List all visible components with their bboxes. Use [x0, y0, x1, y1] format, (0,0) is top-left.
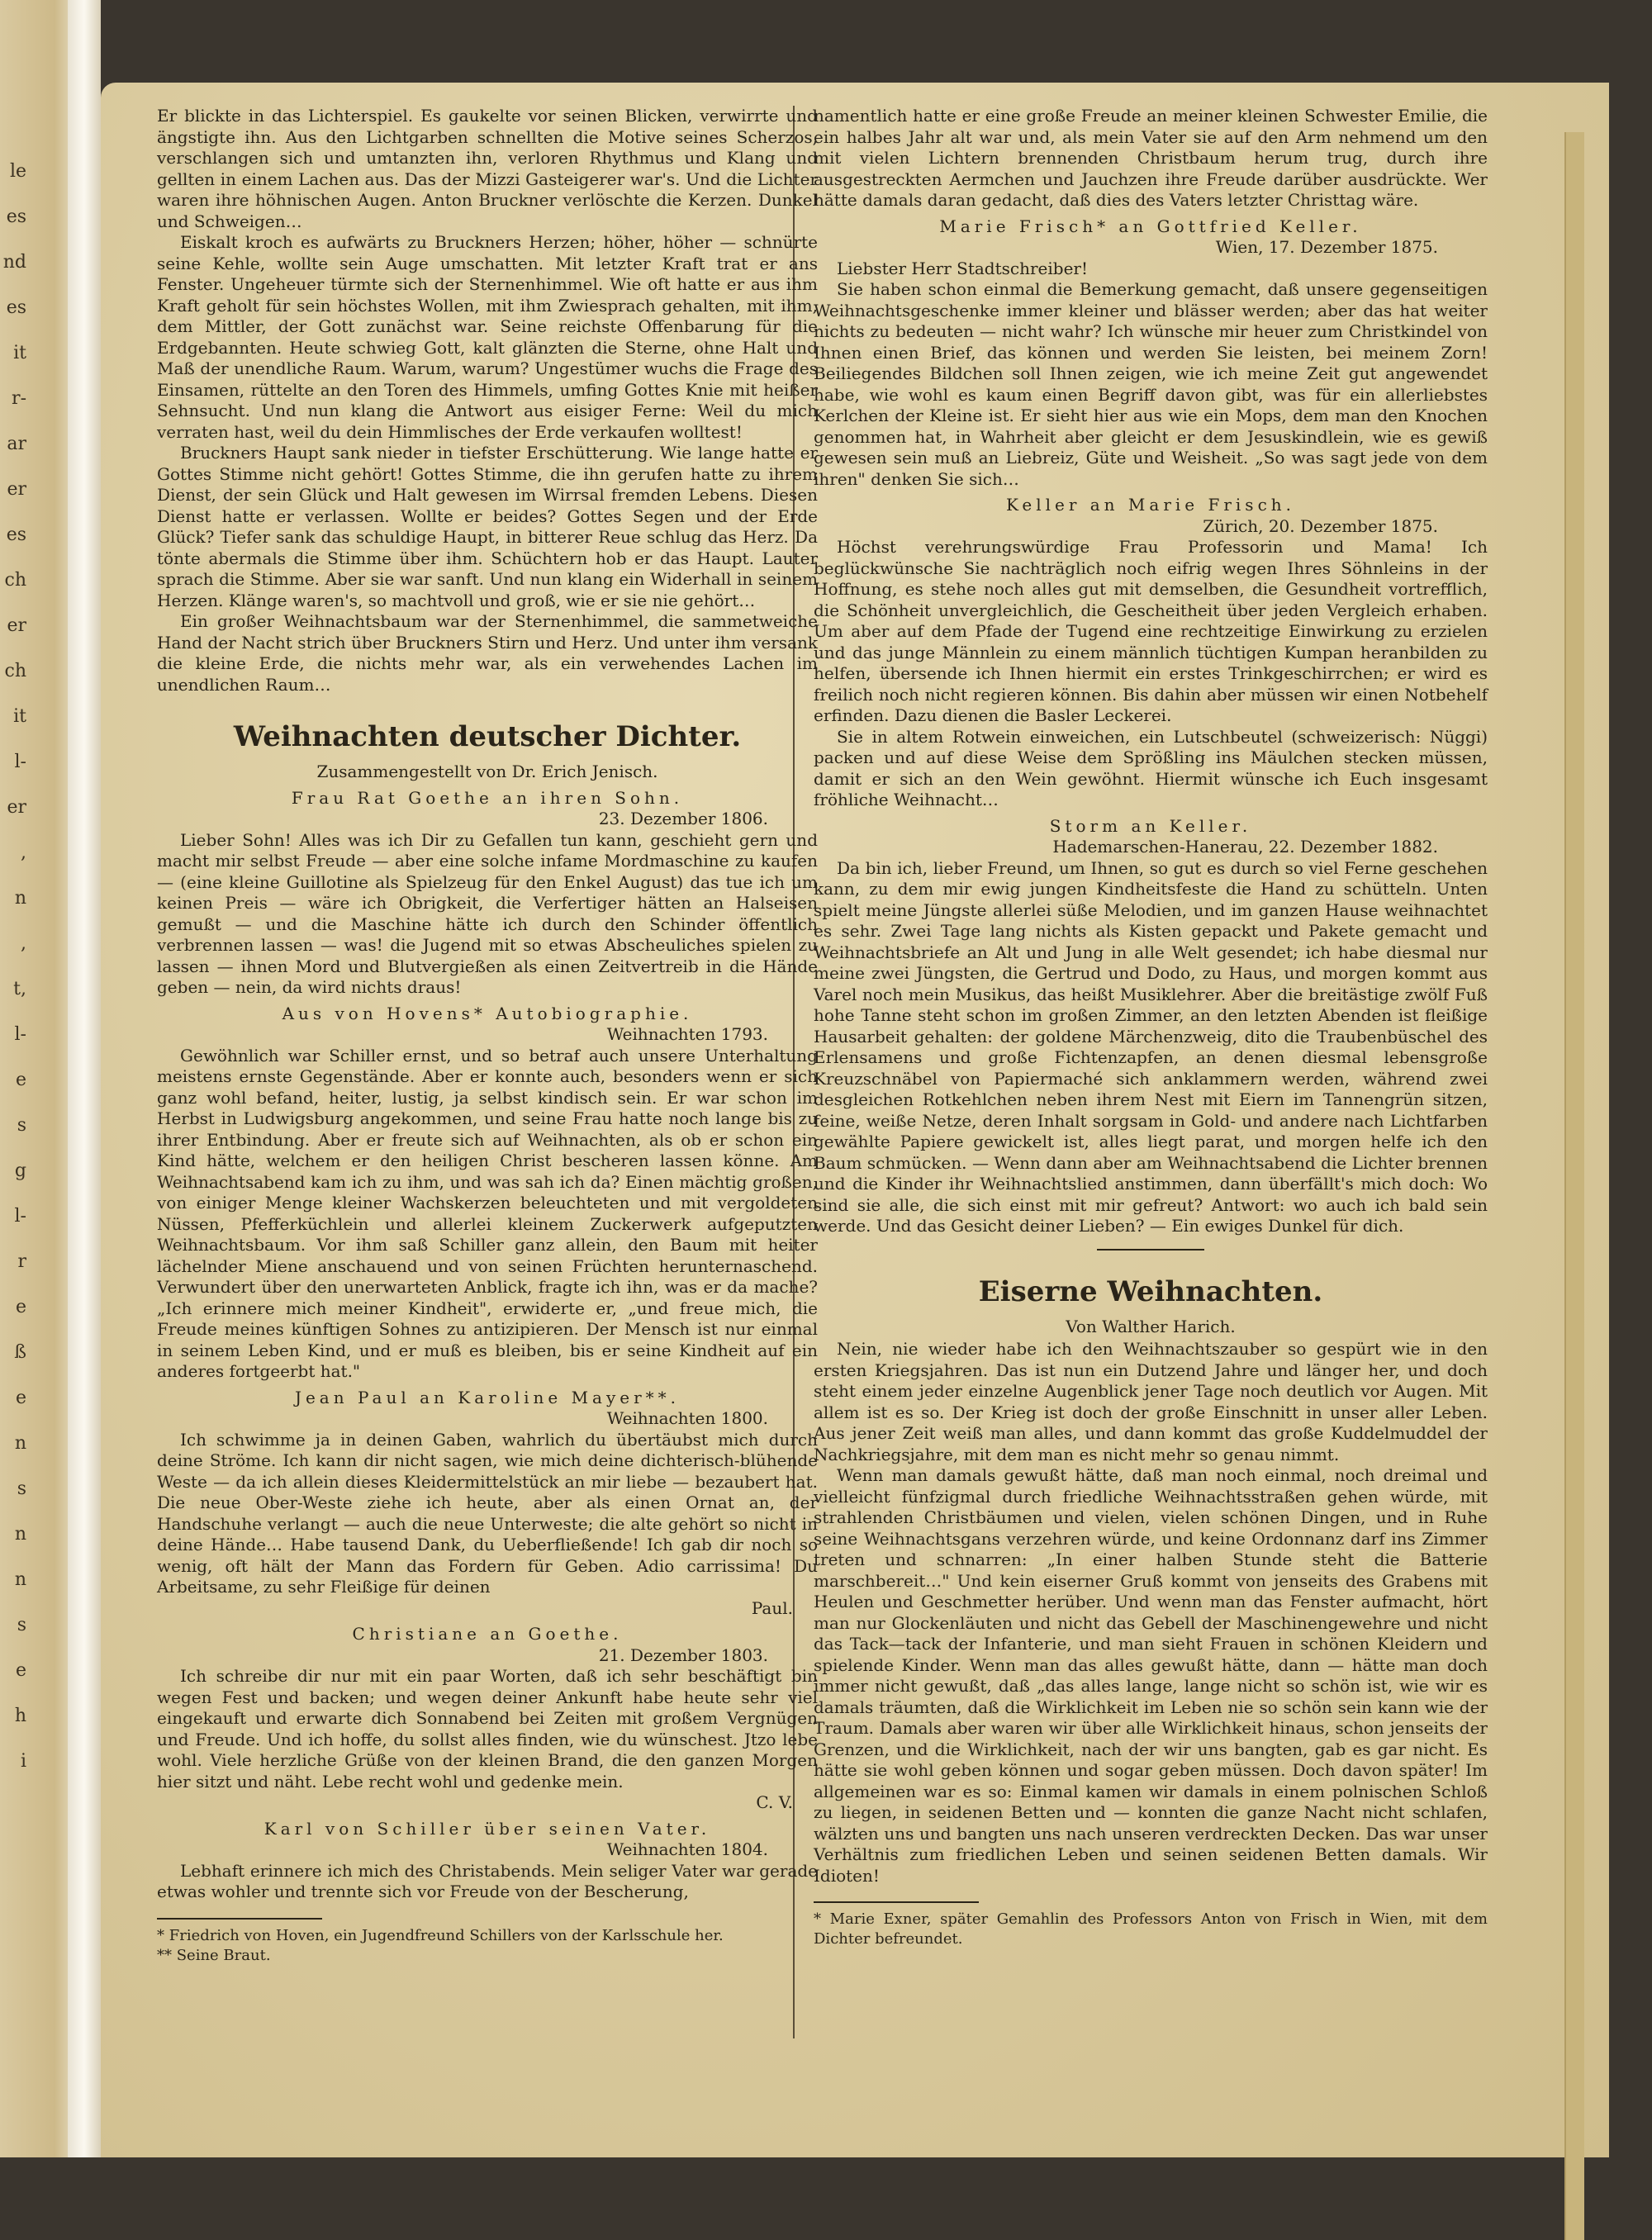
margin-fragment: n [14, 1433, 26, 1454]
margin-fragment: er [7, 797, 26, 818]
letter-date: 23. Dezember 1806. [598, 809, 768, 828]
letter-text: Lieber Sohn! Alles was ich Dir zu Gefallen tun kann, geschieht gern und macht mir selbst Freude — aber eine solche infame Mordmaschine zu kaufen — (eine kleine Guillotine als Spielzeug für den Enkel August) das tue ich um keinen Preis — wäre ich Obrigkeit, die Verfertiger hätten an Halseisen gemußt — und die Maschine hätte ich durch den Schinder öffentlich verbrennen lassen — was! die Jugend mit so etwas Abscheuliches spielen zu lassen — ihnen Mord und Blutvergießen als einen Zeitvertreib in die Hände geben — nein, da wird nichts draus! [157, 829, 818, 997]
letter-date: Hademarschen-Hanerau, 22. Dezember 1882. [1052, 837, 1438, 857]
letter-text: Ich schreibe dir nur mit ein paar Worten, daß ich sehr beschäftigt bin wegen Fest und backen; und wegen deiner Ankunft habe heute sehr viel eingekauft und erwarte dich Sonnabend bei Zeiten mit großem Vergnügen und Freude. Und ich hoffe, du sollst alles finden, wie du wünschest. Jtzo lebe wohl. Viele herzliche Grüße von der kleinen Brand, die den ganzen Morgen hier sitzt und näht. Lebe recht wohl und gedenke mein. [157, 1666, 818, 1792]
margin-fragment: er [7, 615, 26, 636]
bruckner-paragraph-4: Ein großer Weihnachtsbaum war der Sternenhimmel, die sammetweiche Hand der Nacht strich über Bruckners Stirn und Herz. Und unter ihm versank die kleine Erde, die nichts mehr war, als ein verwehendes Lachen im unendlichen Raum… [157, 611, 818, 695]
margin-fragment: es [6, 297, 26, 318]
previous-page-margin-fragments [0, 149, 26, 1784]
margin-fragment: ch [4, 570, 26, 591]
margin-fragment: g [14, 1160, 26, 1181]
margin-fragment: ch [4, 661, 26, 681]
letter-text: Sie in altem Rotwein einweichen, ein Lutschbeutel (schweizerisch: Nüggi) packen und auf diese Weise dem Sprößling ins Mäulchen stecken müssen, damit er sich an den Wein gewöhnt. Hiermit wünsche ich Euch insgesamt fröhliche Weihnacht… [814, 726, 1488, 809]
letter-signature: Paul. [751, 1597, 793, 1618]
letter-date: Weihnachten 1804. [606, 1839, 768, 1859]
bruckner-paragraph-1: Er blickte in das Lichterspiel. Es gaukelte vor seinen Blicken, verwirrte und ängstigte ihn. Aus den Lichtgarben schnellten die Motive seines Scherzos, verschlangen sich und umtanzten ihn, verloren Rhythmus und Klang und gellten in einem Lachen aus. Das der Mizzi Gasteigerer war's. Und die Lichter waren ihre höhnischen Augen. Anton Bruckner verlöschte die Kerzen. Dunkel und Schweigen… [157, 106, 818, 231]
bruckner-paragraph-2: Eiskalt kroch es aufwärts zu Bruckners Herzen; höher, höher — schnürte seine Kehle, wollte sein Auge umschatten. Mit letzter Kraft trat er ans Fenster. Ungeheuer türmte sich der Sternenhimmel. Wie oft hatte er aus ihm Kraft geholt für sein höchstes Wollen, mit ihm Zwiesprach gehalten, mit ihm, dem Mittler, der Gott zunächst war. Seine reichste Offenbarung für die Erdgebannten. Heute schwieg Gott, kalt glänzten die Sterne, ohne Halt und Maß der unendliche Raum. Warum, warum? Ungestümer wuchs die Frage des Einsamen, rüttelte an den Toren des Himmels, umfing Gottes Knie mit heißer Sehnsucht. Und nun klang die Antwort aus eisiger Ferne: Weil du mich verraten hast, weil du dein Himmlisches der Erde verkaufen wolltest! [157, 232, 818, 442]
footnote: * Marie Exner, später Gemahlin des Professors Anton von Frisch in Wien, mit dem Dichter befreundet. [814, 1910, 1488, 1948]
letter-heading: Christiane an Goethe. [352, 1624, 623, 1644]
letter-date: 21. Dezember 1803. [598, 1644, 768, 1665]
letter-heading: Jean Paul an Karoline Mayer**. [294, 1387, 681, 1407]
left-column [157, 106, 818, 1966]
margin-fragment: e [15, 1660, 26, 1681]
margin-fragment: l- [14, 752, 26, 772]
section-title-eiserne-weihnachten: Eiserne Weihnachten. [978, 1274, 1323, 1308]
article-paragraph: Nein, nie wieder habe ich den Weihnachtszauber so gespürt wie in den ersten Kriegsjahren. Das ist nun ein Dutzend Jahre und länger her, und doch steht einem jeder einzelne Augenblick jener Tage noch deutlich vor Augen. Mit allem ist es so. Der Krieg ist doch der große Einschnitt in unser aller Leben. Aus jener Zeit weiß man alles, und dann kommt das große Kuddelmuddel der Nachkriegsjahre, mit dem man es nicht mehr so genau nimmt. [814, 1339, 1488, 1464]
letter-text: Lebhaft erinnere ich mich des Christabends. Mein seliger Vater war gerade etwas wohler und trennte sich vor Freude von der Bescherung, [157, 1860, 818, 1901]
letter-heading: Aus von Hovens* Autobiographie. [282, 1003, 693, 1023]
letter-text: Gewöhnlich war Schiller ernst, und so betraf auch unsere Unterhaltung meistens ernste Gegenstände. Aber er konnte auch, besonders wenn er sich ganz wohl befand, heiter, lustig, ja selbst kindisch sein. Er war schon im Herbst in Ludwigsburg angekommen, und seine Frau hatte noch lange bis zu ihrer Entbindung. Aber er freute sich auf Weihnachten, als ob er schon ein Kind hätte, welchem er den heiligen Christ bescheren lassen könne. Am Weihnachtsabend kam ich zu ihm, und was sah ich da? Einen mächtig großen, von einiger Menge kleiner Wachskerzen beleuchteten und mit vergoldeten Nüssen, Pfefferküchlein und allerlei kleinem Zuckerwerk aufgeputzten Weihnachtsbaum. Vor ihm saß Schiller ganz allein, den Baum mit heiter lächelnder Miene anschauend und von seinen Früchten herunternaschend. Verwundert über den unerwarteten Anblick, fragte ich ihn, was er da mache? „Ich erinnere mich meiner Kindheit", erwiderte er, „und freue mich, die Freude meines künftigen Sohnes zu antizipieren. Der Mensch ist nur einmal in seinem Leben Kind, und er muß es bleiben, bis er seine Kindheit auf ein anderes fortgeerbt hat." [157, 1045, 818, 1381]
margin-fragment: n [14, 1524, 26, 1545]
margin-fragment: ar [7, 434, 26, 454]
margin-fragment: , [21, 933, 26, 954]
letter-text: Höchst verehrungswürdige Frau Professorin und Mama! Ich beglückwünsche Sie nachträglich noch eifrig wegen Ihres Söhnleins in der Hoffnung, es stehe noch alles gut mit demselben, die Gesundheit vortrefflich, die Schönheit unvergleichlich, die Gescheitheit über jeden Vergleich erhaben. Um aber auf dem Pfade der Tugend eine rechtzeitige Einwirkung zu erzielen und das junge Männlein zu einem männlich tüchtigen Kumpan heranbilden zu helfen, übersende ich Ihnen hiermit ein erstes Trinkgeschirrchen; er wird es freilich noch nicht regieren können. Bis dahin aber müssen wir einen Notbehelf erfinden. Dazu dienen die Basler Leckerei. [814, 537, 1488, 725]
margin-fragment: it [13, 343, 26, 363]
footnote: ** Seine Braut. [157, 1946, 271, 1964]
binding-strip [68, 0, 101, 2157]
right-column [814, 106, 1488, 1949]
letter-heading: Frau Rat Goethe an ihren Sohn. [291, 787, 684, 808]
margin-fragment: s [17, 1615, 26, 1635]
letter-heading: Storm an Keller. [1049, 815, 1252, 836]
section-title-weihnachten-deutscher-dichter: Weihnachten deutscher Dichter. [233, 720, 742, 753]
margin-fragment: s [17, 1115, 26, 1136]
margin-fragment: n [14, 1569, 26, 1590]
margin-fragment: l- [14, 1206, 26, 1227]
letter-heading: Karl von Schiller über seinen Vater. [263, 1818, 711, 1839]
margin-fragment: nd [2, 252, 26, 273]
letter-heading: Keller an Marie Frisch. [1005, 495, 1296, 515]
letter-text: Ich schwimme ja in deinen Gaben, wahrlich du übertäubst mich durch deine Ströme. Ich kann dir nicht sagen, wie mich deine dichterisch-blühende Weste — da ich allein dieses Kleidermittelstück an mir liebe — bezaubert hat. Die neue Ober-Weste ziehe ich heute, aber als einen Ornat an, der Handschuhe verlangt — auch die neue Unterweste; die alte gehört so nicht in deine Hände… Habe tausend Dank, du Ueberfließende! Ich gab dir noch so wenig, oft hält der Mann das Fordern für Geben. Adio carrissima! Du Arbeitsame, zu sehr Fleißige für deinen [157, 1429, 818, 1597]
letter-heading: Marie Frisch* an Gottfried Keller. [939, 216, 1362, 236]
margin-fragment: le [9, 161, 26, 182]
section-rule [1097, 1249, 1204, 1251]
page-edge [1564, 132, 1584, 2240]
margin-fragment: t, [13, 979, 26, 999]
margin-fragment: es [6, 524, 26, 545]
letter-date: Weihnachten 1800. [606, 1408, 768, 1428]
margin-fragment: i [20, 1751, 26, 1772]
margin-fragment: r- [12, 388, 26, 409]
margin-fragment: e [15, 1070, 26, 1090]
letter-text: Sie haben schon einmal die Bemerkung gemacht, daß unsere gegenseitigen Weihnachtsgeschenke immer kleiner und blässer werden; aber das hat weiter nichts zu bedeuten — nicht wahr? Ich wünsche mir heuer zum Christkindel von Ihnen einen Brief, das können und werden Sie leisten, bei meinem Zorn! Beiliegendes Bildchen soll Ihnen zeigen, wie ich meine Zeit gut angewendet habe, wie wohl es kaum einen Begriff davon gibt, was für ein allerliebstes Kerlchen der Kleine ist. Er sieht hier aus wie ein Mops, dem man den Knochen genommen hat, in Wahrheit aber gleicht er dem Jesuskindlein, wie es gewiß gewesen sein muß an Liebreiz, Güte und Weisheit. „So was sagt jede von dem ihren" denken Sie sich… [814, 279, 1488, 489]
compiled-by: Zusammengestellt von Dr. Erich Jenisch. [316, 762, 658, 781]
letter-date: Wien, 17. Dezember 1875. [1215, 237, 1438, 257]
letter-text: Da bin ich, lieber Freund, um Ihnen, so gut es durch so viel Ferne geschehen kann, zu dem mir ewig jungen Kindheitsfeste die Hand zu schütteln. Unten spielt meine Jüngste allerlei süße Melodien, und im ganzen Hause weihnachtet es sehr. Zwei Tage lang nichts als Kisten gepackt und Pakete gemacht und Weihnachtsbriefe an Alt und Jung in alle Welt gesendet; ich habe diesmal nur meine zwei Jüngsten, die Gertrud und Dodo, zu Haus, und morgen kommt aus Varel noch mein Musikus, das heißt Musiklehrer. Aber die breitästige zwölf Fuß hohe Tanne steht schon im großen Zimmer, an den letzten Abenden ist fleißige Hausarbeit gehalten: der goldene Märchenzweig, dito die Traubenbüschel des Erlensamens und große Fichtenzapfen, an denen diesmal lebensgroße Kreuzschnäbel von Papiermaché sich anklammern werden, während zwei desgleichen Rotkehlchen neben ihrem Nest mit Eiern im Tannengrün sitzen, feine, weiße Netze, deren Inhalt sorgsam in Gold- und andere nach Lichtfarben gewählte Papiere gewickelt ist, alles liegt parat, und morgen helfe ich den Baum schmücken. — Wenn dann aber am Weihnachtsabend die Lichter brennen und die Kinder ihr Weihnachtslied anstimmen, dann überfällt's mich doch: Wo sind sie alle, die sich einst mit mir gefreut? Antwort: wo auch ich bald sein werde. Und das Gesicht deiner Lieben? — Ein ewiges Dunkel für dich. [814, 857, 1488, 1236]
letter-signature: C. V. [756, 1792, 793, 1812]
margin-fragment: e [15, 1297, 26, 1317]
letter-salutation: Liebster Herr Stadtschreiber! [837, 258, 1089, 278]
footnote-rule [157, 1918, 322, 1920]
margin-fragment: s [17, 1478, 26, 1499]
margin-fragment: it [13, 706, 26, 727]
bruckner-paragraph-3: Bruckners Haupt sank nieder in tiefster Erschütterung. Wie lange hatte er Gottes Stimme nicht gehört! Gottes Stimme, die ihn gerufen hatte zu ihrem Dienst, der sein Glück und Halt gewesen im Wirrsal fremden Lebens. Diesen Dienst hatte er verlassen. Wollte er beides? Gottes Segen und der Erde Glück? Tiefer sank das schuldige Haupt, in bitterer Reue schlug das Herz. Da tönte abermals die Stimme über ihm. Schüchtern hob er das Haupt. Lauter sprach die Stimme. Aber sie war sanft. Und nun klang ein Widerhall in seinem Herzen. Klänge waren's, so machtvoll und groß, wie er sie nie gehört… [157, 443, 818, 610]
margin-fragment: er [7, 479, 26, 500]
article-author: Von Walther Harich. [1066, 1316, 1236, 1336]
footnote-rule [814, 1901, 979, 1903]
margin-fragment: e [15, 1388, 26, 1408]
article-paragraph: Wenn man damals gewußt hätte, daß man noch einmal, noch dreimal und vielleicht fünfzigmal durch friedliche Weihnachtsstraßen gehen würde, mit strahlenden Christbäumen und vielen, vielen schönen Dingen, und in Ruhe seine Weihnachtsgans verzehren würde, und keine Ordonnanz darf ins Zimmer treten und schnarren: „In einer halben Stunde steht die Batterie marschbereit…" Und kein eiserner Gruß kommt von jenseits des Grabens mit Heulen und Geschmetter herüber. Und wenn man das Fenster aufmacht, hört man nur Glockenläuten und nicht das Gebell der Maschinengewehre und nicht das Tack—tack der Infanterie, und man sieht Frauen in schönen Kleidern und spielende Kinder. Wenn man das alles gewußt hätte, dann — hätte man doch immer nicht gewußt, daß „das alles lange, lange nicht so schön ist, wie wir es damals träumten, daß die Wirklichkeit im Leben nie so schön sein kann wie der Traum. Damals aber waren wir über alle Wirklichkeit hinaus, schon jenseits der Grenzen, und die Wirklichkeit, nach der wir uns bangten, gab es gar nicht. Es hätte sie wohl geben können und sogar geben müssen. Doch davon später! Im allgemeinen war es so: Einmal kamen wir damals in einem polnischen Schloß zu liegen, in seidenen Betten und — konnten die ganze Nacht nicht schlafen, wälzten uns und bangten uns nach unseren verdreckten Decken. Das war unser Verhältnis zum friedlichen Leben und seinen seidenen Betten damals. Wir Idioten! [814, 1465, 1488, 1886]
footnote: * Friedrich von Hoven, ein Jugendfreund Schillers von der Karlsschule her. [157, 1926, 724, 1944]
letter-continuation: namentlich hatte er eine große Freude an meiner kleinen Schwester Emilie, die ein halbes Jahr alt war und, als mein Vater sie auf den Arm nehmend um den mit vielen Lichtern brennenden Christbaum herum trug, durch ihre ausgestreckten Aermchen und Jauchzen ihre Freude darüber ausdrückte. Wer hätte damals daran gedacht, daß dies des Vaters letzter Christtag wäre. [814, 106, 1488, 210]
margin-fragment: l- [14, 1024, 26, 1045]
margin-fragment: n [14, 888, 26, 909]
margin-fragment: , [21, 842, 26, 863]
margin-fragment: r [17, 1251, 26, 1272]
margin-fragment: ß [14, 1342, 26, 1363]
margin-fragment: h [14, 1706, 26, 1726]
letter-date: Weihnachten 1793. [606, 1024, 768, 1044]
margin-fragment: es [6, 206, 26, 227]
letter-date: Zürich, 20. Dezember 1875. [1203, 515, 1438, 536]
